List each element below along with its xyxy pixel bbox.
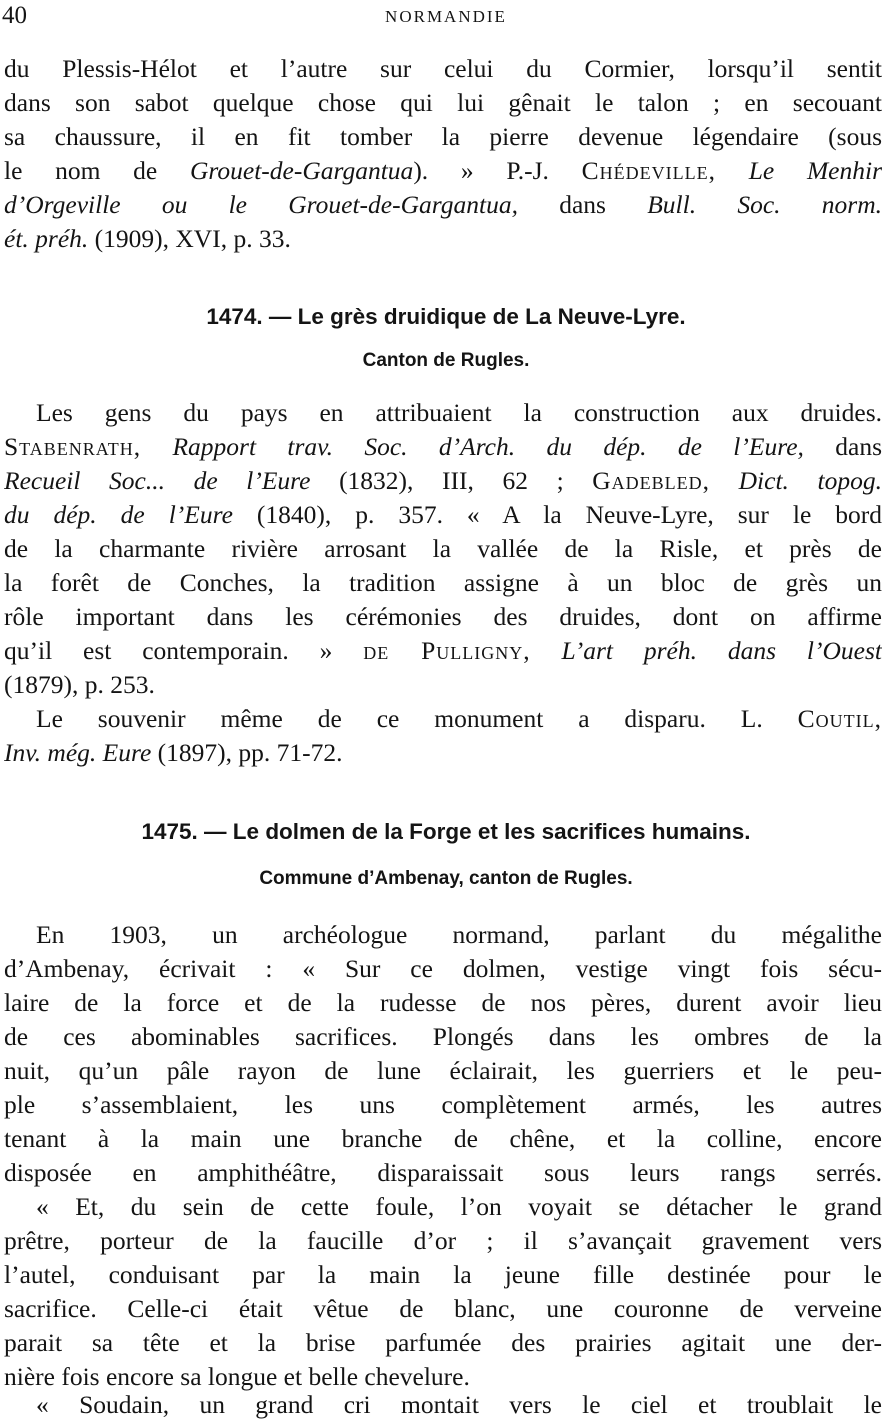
text-run: (1832), III, 62 ;	[310, 466, 593, 495]
text-line: « Soudain, un grand cri montait vers le ciel et troublait le	[36, 1390, 882, 1419]
text-line: ple s’assemblaient, les uns complètement armés, les autres	[4, 1090, 882, 1119]
text-line	[4, 188, 882, 222]
section-subheading-1475: Commune d’Ambenay, canton de Rugles.	[259, 868, 633, 889]
text-run: (1909), XVI, p. 33.	[88, 224, 291, 253]
page-number: 40	[2, 2, 27, 29]
text-run: qu’il est contemporain. »	[4, 636, 364, 665]
title-italic: L’art préh. dans l’Ouest	[530, 636, 882, 665]
title-italic: d’Orgeville ou le Grouet-de-Gargantua,	[4, 190, 518, 219]
text-line	[4, 634, 882, 668]
section-heading-1474: 1474. — Le grès druidique de La Neuve-Lyre.	[206, 304, 686, 329]
text-line: sacrifice. Celle-ci était vêtue de blanc, une couronne de verveine	[4, 1294, 882, 1323]
author-name: Chédeville,	[581, 156, 716, 185]
text-line: nière fois encore sa longue et belle chevelure.	[4, 1362, 470, 1391]
title-italic: Dict. topog.	[710, 466, 882, 495]
text-run: Le souvenir même de ce monument a disparu. L.	[36, 704, 798, 733]
title-italic: Rapport trav. Soc. d’Arch. du dép. de l’Eure,	[141, 432, 804, 461]
text-line	[4, 154, 882, 188]
running-head	[0, 2, 892, 30]
text-run: dans	[803, 432, 882, 461]
text-line	[36, 702, 882, 736]
text-line	[4, 498, 882, 532]
author-name: Coutil,	[797, 704, 882, 733]
text-line: laire de la force et de la rudesse de nos pères, durent avoir lieu	[4, 988, 882, 1017]
title-italic: ét. préh.	[4, 224, 89, 253]
text-line	[4, 736, 882, 770]
text-run: (1840), p. 357. « A la Neuve-Lyre, sur le bord	[232, 500, 882, 529]
title-italic: Grouet-de-Gargantua	[189, 156, 414, 185]
text-line: la forêt de Conches, la tradition assigne à un bloc de grès un	[4, 568, 882, 597]
section-heading-1475: 1475. — Le dolmen de la Forge et les sacrifices humains.	[141, 819, 751, 844]
title-italic: Bull. Soc. norm.	[647, 190, 882, 219]
text-line: En 1903, un archéologue normand, parlant du mégalithe	[36, 920, 882, 949]
text-line: l’autel, conduisant par la main la jeune fille destinée pour le	[4, 1260, 882, 1289]
author-name: de Pulligny,	[363, 636, 531, 665]
text-line: d’Ambenay, écrivait : « Sur ce dolmen, vestige vingt fois sécu-	[4, 954, 882, 983]
text-run: le nom de	[4, 156, 190, 185]
title-italic: Le Menhir	[748, 156, 882, 185]
text-line: tenant à la main une branche de chêne, et la colline, encore	[4, 1124, 882, 1153]
text-run: dans	[517, 190, 648, 219]
title-italic: du dép. de l’Eure	[4, 500, 233, 529]
author-name: Gadebled,	[592, 466, 711, 495]
running-title: NORMANDIE	[385, 7, 507, 26]
text-run: ). » P.-J.	[413, 156, 582, 185]
text-line: « Et, du sein de cette foule, l’on voyait se détacher le grand	[36, 1192, 882, 1221]
author-name: Stabenrath,	[4, 432, 142, 461]
title-italic: Recueil Soc... de l’Eure	[4, 466, 311, 495]
text-line: dans son sabot quelque chose qui lui gênait le talon ; en secouant	[4, 88, 882, 117]
text-line: parait sa tête et la brise parfumée des prairies agitait une der-	[4, 1328, 882, 1357]
text-line: sa chaussure, il en fit tomber la pierre devenue légendaire (sous	[4, 122, 882, 151]
text-line: (1879), p. 253.	[4, 670, 155, 699]
text-line: Les gens du pays en attribuaient la construction aux druides.	[36, 398, 882, 427]
text-line: prêtre, porteur de la faucille d’or ; il s’avançait gravement vers	[4, 1226, 882, 1255]
text-line	[4, 222, 882, 256]
section-subheading-1474: Canton de Rugles.	[362, 350, 530, 371]
text-line: de la charmante rivière arrosant la vallée de la Risle, et près de	[4, 534, 882, 563]
text-line	[4, 464, 882, 498]
text-line	[4, 430, 882, 464]
text-line: rôle important dans les cérémonies des druides, dont on affirme	[4, 602, 882, 631]
text-line: disposée en amphithéâtre, disparaissait sous leurs rangs serrés.	[4, 1158, 882, 1187]
text-line: de ces abominables sacrifices. Plongés dans les ombres de la	[4, 1022, 882, 1051]
text-line: nuit, qu’un pâle rayon de lune éclairait, les guerriers et le peu-	[4, 1056, 882, 1085]
title-italic: Inv. még. Eure	[4, 738, 152, 767]
text-run: (1897), pp. 71-72.	[151, 738, 343, 767]
text-line: du Plessis-Hélot et l’autre sur celui du Cormier, lorsqu’il sentit	[4, 54, 882, 83]
